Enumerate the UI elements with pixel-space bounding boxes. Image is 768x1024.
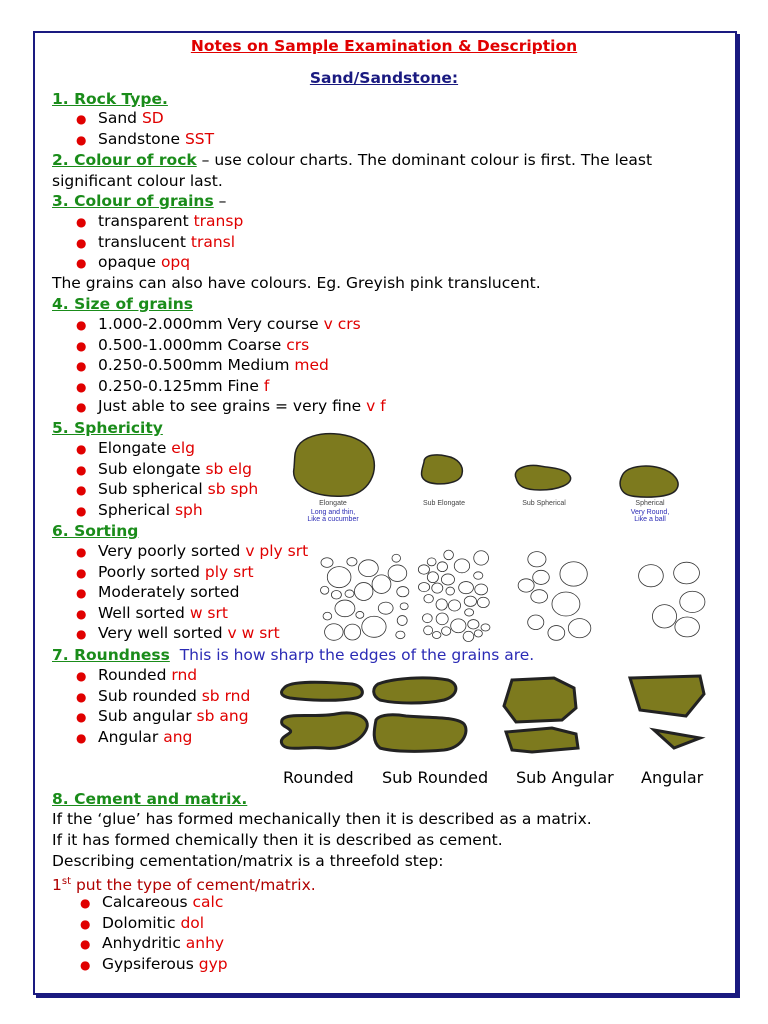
item-text: Sub rounded	[98, 686, 202, 705]
sorting-grain	[454, 559, 469, 573]
item-text: Elongate	[98, 439, 172, 457]
item-abbrev: w srt	[189, 603, 228, 622]
bullet-icon: ●	[76, 503, 87, 518]
list-item	[76, 479, 258, 500]
item-abbrev: sph	[174, 500, 203, 519]
bullet-icon: ●	[76, 379, 87, 394]
sorting-grain	[323, 612, 332, 620]
sorting-grain	[533, 570, 550, 584]
section-6-heading: 6. Sorting	[52, 522, 139, 540]
sorting-grain	[468, 620, 479, 629]
sorting-grain	[464, 596, 476, 606]
item-abbrev: v ply srt	[245, 542, 309, 560]
item-abbrev: ply srt	[204, 562, 254, 581]
list-item	[80, 913, 228, 934]
sorting-grain	[356, 611, 364, 618]
sorting-grain	[325, 624, 344, 641]
grain-angular-top-shape	[630, 676, 704, 716]
list-item	[76, 232, 243, 253]
grain-angular-bottom-shape	[654, 730, 700, 748]
bullet-icon: ●	[80, 916, 91, 931]
bullet-icon: ●	[76, 462, 87, 477]
sorting-grain	[397, 616, 407, 626]
grain-elongate-shape	[294, 434, 375, 497]
section-3-dash: –	[213, 192, 227, 210]
bullet-icon: ●	[76, 483, 87, 497]
sorting-grain	[477, 597, 489, 607]
sorting-grain	[674, 562, 700, 584]
sorting-grain	[345, 590, 354, 597]
sorting-grain	[362, 616, 386, 637]
roundness-label-rounded: Rounded	[283, 768, 354, 787]
sorting-grain	[397, 587, 409, 597]
sorting-grain	[448, 600, 460, 611]
sorting-grain	[437, 562, 447, 572]
grain-sub-angular-top-shape	[504, 678, 576, 722]
bullet-icon: ●	[76, 627, 87, 641]
list-item	[76, 314, 386, 335]
item-text: Just able to see grains = very fine	[98, 397, 367, 415]
roundness-label-angular: Angular	[641, 768, 704, 787]
item-text: Rounded	[98, 666, 172, 684]
sorting-grain	[531, 590, 548, 603]
item-text: Moderately sorted	[98, 583, 240, 601]
sorting-grain	[528, 615, 544, 630]
sphericity-figure	[288, 428, 728, 523]
item-abbrev: sb elg	[205, 459, 252, 478]
fig-note-spherical-2: Like a ball	[634, 516, 666, 523]
sorting-grain	[432, 632, 441, 639]
sorting-grain	[675, 617, 700, 637]
sorting-very-poor-panel	[320, 554, 408, 640]
sorting-grain	[518, 579, 534, 592]
bullet-icon: ●	[76, 689, 87, 704]
bullet-icon: ●	[76, 442, 87, 456]
section-7-desc: This is how sharp the edges of the grains are.	[179, 646, 535, 664]
sorting-grain	[400, 603, 408, 610]
bullet-icon: ●	[80, 937, 91, 951]
item-text: Sub spherical	[98, 480, 208, 498]
fig-label-sub-spherical: Sub Spherical	[522, 500, 566, 507]
bullet-icon: ●	[76, 215, 87, 229]
item-abbrev: sb ang	[196, 707, 249, 725]
list-item	[76, 686, 250, 707]
sorting-grain	[432, 583, 443, 593]
bullet-icon: ●	[76, 338, 87, 353]
item-text: 0.500-1.000mm Coarse	[98, 335, 287, 354]
bullet-icon: ●	[76, 565, 87, 580]
item-abbrev: elg	[171, 439, 195, 457]
roundness-label-sub-angular: Sub Angular	[516, 768, 614, 787]
sorting-grain	[680, 591, 705, 612]
list-item	[76, 438, 258, 459]
section-3-note: The grains can also have colours. Eg. Greyish pink translucent.	[52, 274, 541, 292]
list-item	[76, 355, 386, 376]
bullet-icon: ●	[80, 957, 91, 972]
sorting-grain	[548, 626, 565, 641]
section-4-list	[76, 314, 386, 417]
sorting-grain	[446, 587, 455, 595]
section-2-line-1	[52, 150, 652, 170]
sorting-grain	[560, 562, 587, 586]
sorting-grain	[639, 565, 664, 587]
item-abbrev: med	[294, 356, 329, 374]
section-7-list	[76, 665, 250, 747]
list-item	[80, 933, 228, 954]
item-abbrev: rnd	[171, 666, 198, 684]
item-text: Very well sorted	[98, 624, 228, 642]
sorting-grain	[418, 565, 429, 574]
item-text: Anhydritic	[102, 934, 186, 952]
sorting-grain	[465, 609, 474, 616]
section-8-heading: 8. Cement and matrix.	[52, 790, 248, 808]
list-item	[76, 623, 308, 644]
list-item	[76, 211, 243, 232]
item-abbrev: v crs	[323, 315, 361, 333]
list-item	[76, 108, 214, 129]
sorting-grain	[652, 605, 676, 628]
section-2-line-2: significant colour last.	[52, 172, 223, 190]
list-item	[76, 376, 386, 397]
item-text: Dolomitic	[102, 913, 181, 932]
list-item	[76, 706, 250, 727]
item-text: Gypsiferous	[102, 954, 199, 973]
bullet-icon: ●	[76, 235, 87, 250]
fig-label-sub-elongate: Sub Elongate	[422, 500, 466, 507]
section-7-line	[52, 645, 534, 665]
bullet-icon: ●	[76, 112, 87, 126]
section-2-text: – use colour charts. The dominant colour is first. The least	[196, 151, 653, 169]
fig-label-spherical: Spherical	[635, 500, 665, 507]
grain-spherical-shape	[620, 466, 678, 497]
bullet-icon: ●	[76, 400, 87, 414]
section-5-heading: 5. Sphericity	[52, 419, 163, 437]
item-abbrev: crs	[286, 335, 310, 354]
sorting-grain	[320, 586, 328, 594]
item-abbrev: dol	[180, 913, 205, 932]
item-text: opaque	[98, 253, 161, 271]
item-text: 0.250-0.125mm Fine	[98, 376, 264, 395]
list-item	[80, 954, 228, 975]
sorting-grain	[436, 613, 448, 625]
sorting-grain	[359, 560, 379, 577]
section-2-heading: 2. Colour of rock	[52, 151, 197, 169]
bullet-icon: ●	[80, 896, 91, 910]
section-8-line-2: If it has formed chemically then it is described as cement.	[52, 831, 503, 849]
section-3-heading: 3. Colour of grains	[52, 192, 214, 210]
sorting-grain	[347, 558, 357, 566]
grain-sub-elongate-shape	[422, 455, 463, 484]
list-item	[76, 582, 308, 603]
sorting-grain	[474, 551, 489, 565]
item-abbrev: ang	[163, 727, 193, 746]
grain-sub-angular-bottom-shape	[506, 728, 578, 752]
step-number: 1	[52, 876, 62, 895]
item-abbrev: sb sph	[207, 480, 259, 498]
section-8-line-1: If the ‘glue’ has formed mechanically then it is described as a matrix.	[52, 810, 592, 828]
sorting-grain	[474, 630, 482, 637]
sorting-well-panel	[518, 552, 591, 641]
list-item	[76, 665, 250, 686]
section-7-heading: 7. Roundness	[52, 646, 170, 664]
sorting-grain	[372, 575, 391, 594]
sorting-grain	[354, 583, 373, 601]
list-item	[76, 603, 308, 624]
section-8-line-3: Describing cementation/matrix is a threefold step:	[52, 852, 444, 870]
section-6-list	[76, 541, 308, 644]
sorting-grain	[451, 619, 466, 633]
bullet-icon: ●	[76, 730, 87, 745]
item-abbrev: calc	[192, 893, 224, 911]
sorting-grain	[475, 584, 488, 595]
sorting-grain	[568, 619, 591, 638]
bullet-icon: ●	[76, 256, 87, 270]
sorting-grain	[321, 558, 333, 568]
sorting-grain	[331, 590, 341, 599]
list-item	[76, 459, 258, 480]
sorting-grain	[427, 572, 438, 583]
bullet-icon: ●	[76, 132, 87, 147]
list-item	[76, 252, 243, 273]
bullet-icon: ●	[76, 545, 87, 559]
item-abbrev: transp	[193, 212, 244, 230]
sorting-grain	[424, 626, 433, 635]
bullet-icon: ●	[76, 318, 87, 332]
item-text: Angular	[98, 727, 164, 746]
fig-note-elongate-1: Long and thin,	[310, 509, 356, 516]
section-4-heading: 4. Size of grains	[52, 295, 194, 313]
grain-sub-rounded-top-shape	[374, 678, 456, 703]
list-item	[76, 396, 386, 417]
grain-rounded-bottom-shape	[281, 713, 367, 748]
item-text: Calcareous	[102, 893, 193, 911]
sorting-grain	[422, 614, 432, 623]
grain-sub-spherical-shape	[515, 466, 570, 491]
section-1-heading: 1. Rock Type.	[52, 90, 168, 108]
list-item	[76, 541, 308, 562]
page-title: Notes on Sample Examination & Description	[190, 37, 578, 55]
item-text: transparent	[98, 212, 194, 230]
item-abbrev: v f	[366, 397, 386, 415]
section-8-list	[80, 892, 228, 974]
sorting-grain	[427, 558, 436, 566]
item-abbrev: sb rnd	[201, 686, 251, 705]
item-text: Sub angular	[98, 707, 197, 725]
sorting-grain	[444, 550, 454, 560]
item-text: Well sorted	[98, 603, 190, 622]
sorting-grain	[436, 599, 447, 610]
sorting-moderate-panel	[418, 550, 490, 641]
bullet-icon: ●	[76, 586, 87, 600]
sorting-very-well-panel	[639, 562, 705, 637]
list-item	[76, 500, 258, 521]
item-text: Very poorly sorted	[98, 542, 246, 560]
fig-note-elongate-2: Like a cucumber	[307, 516, 359, 523]
sorting-grain	[424, 595, 434, 603]
sorting-grain	[463, 631, 474, 641]
item-text: Sandstone	[98, 129, 185, 148]
sorting-grain	[327, 567, 351, 588]
list-item	[80, 892, 228, 913]
item-abbrev: gyp	[198, 954, 228, 973]
sorting-grain	[474, 572, 483, 579]
fig-label-elongate: Elongate	[319, 500, 347, 507]
sorting-grain	[378, 602, 393, 614]
bullet-icon: ●	[76, 710, 87, 724]
item-text: Spherical	[98, 500, 175, 519]
sorting-grain	[442, 627, 451, 636]
fig-note-spherical-1: Very Round,	[630, 509, 670, 516]
sorting-grain	[392, 554, 401, 562]
item-text: Sub elongate	[98, 459, 206, 478]
bullet-icon: ●	[76, 669, 87, 683]
item-abbrev: transl	[190, 232, 236, 251]
sorting-grain	[552, 592, 580, 616]
item-abbrev: SST	[184, 129, 215, 148]
sorting-grain	[335, 600, 355, 617]
bullet-icon: ●	[76, 359, 87, 373]
item-text: 0.250-0.500mm Medium	[98, 356, 295, 374]
item-abbrev: SD	[141, 109, 164, 127]
roundness-label-sub-rounded: Sub Rounded	[382, 768, 489, 787]
grain-sub-rounded-bottom-shape	[374, 715, 466, 752]
sorting-grain	[441, 574, 454, 585]
sorting-grain	[481, 624, 490, 631]
item-text: Sand	[98, 109, 142, 127]
item-text: translucent	[98, 232, 191, 251]
list-item	[76, 562, 308, 583]
sorting-grain	[344, 624, 360, 640]
sorting-grain	[418, 582, 429, 591]
item-abbrev: f	[263, 376, 270, 395]
section-5-list	[76, 438, 258, 520]
step-text: put the type of cement/matrix.	[71, 876, 316, 895]
section-1-list	[76, 108, 214, 149]
grain-rounded-top-shape	[282, 682, 363, 700]
list-item	[76, 335, 386, 356]
bullet-icon: ●	[76, 606, 87, 621]
roundness-figure	[276, 674, 716, 756]
item-text: Poorly sorted	[98, 562, 205, 581]
item-abbrev: opq	[160, 253, 191, 271]
page-subtitle: Sand/Sandstone:	[309, 69, 459, 87]
list-item	[76, 727, 250, 748]
sorting-grain	[459, 582, 474, 594]
sorting-figure	[318, 546, 718, 646]
list-item	[76, 129, 214, 150]
step-ordinal: st	[61, 876, 72, 887]
sorting-grain	[388, 565, 407, 581]
item-text: 1.000-2.000mm Very course	[98, 315, 324, 333]
section-3-line	[52, 191, 226, 211]
sorting-grain	[396, 631, 405, 639]
sorting-grain	[528, 552, 546, 567]
item-abbrev: anhy	[185, 934, 225, 952]
item-abbrev: v w srt	[227, 624, 280, 642]
section-3-list	[76, 211, 243, 273]
